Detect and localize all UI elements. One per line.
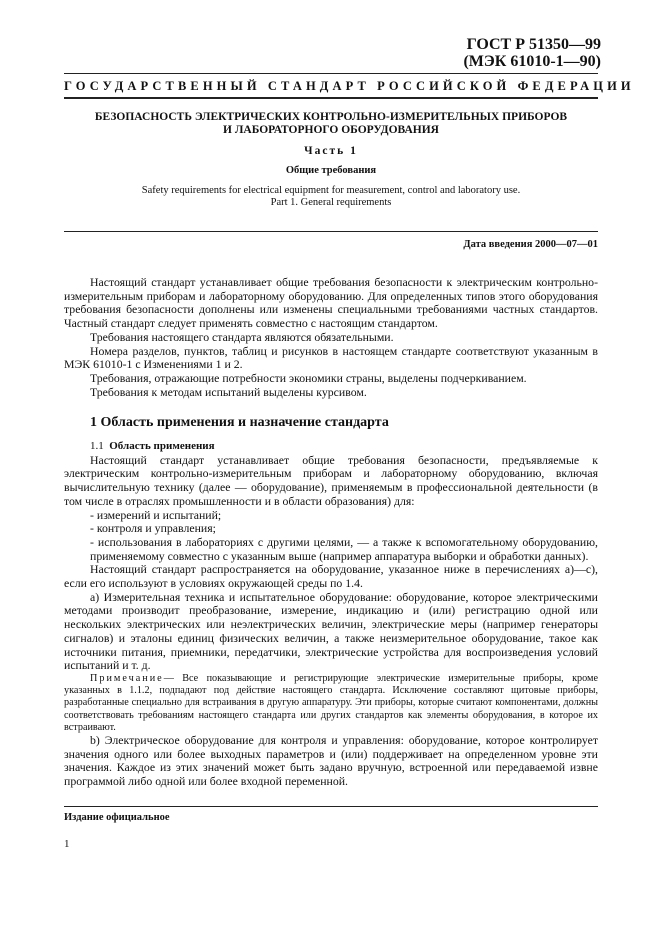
official-edition-label: Издание официальное <box>64 812 170 823</box>
title-line-1: БЕЗОПАСНОСТЬ ЭЛЕКТРИЧЕСКИХ КОНТРОЛЬНО-ИЗМЕРИТЕЛЬНЫХ ПРИБОРОВ <box>94 111 568 123</box>
note-text: — Все показывающие и регистрирующие электрические измерительные приборы, кроме указанных в 1.1.2, подпадают под действие настоящего стандарта. Исключение составляют щитовые приборы, разработанные специально для встраивания в другую аппаратуру. Эти приборы, которые считают компонентами, должны соответствовать требованиям настоящего стандарта или других стандартов как элементы оборудования, в которое их встраивают. <box>64 672 598 733</box>
iec-code: (МЭК 61010-1—90) <box>463 53 601 70</box>
footer-rule <box>64 806 598 807</box>
state-standard-title: ГОСУДАРСТВЕННЫЙ СТАНДАРТ РОССИЙСКОЙ ФЕДЕРАЦИИ <box>64 79 635 93</box>
section-1-heading: 1 Область применения и назначение стандарта <box>90 415 389 431</box>
part-label: Часть 1 <box>304 145 358 157</box>
section-paragraph-1: Настоящий стандарт устанавливает общие требования безопасности, предъявляемые к электрическим контрольно-измерительным приборам и лабораторному оборудованию, включая вычислительную технику (далее — оборудование), применяемым в профессиональной деятельности (в том числе в отраслях промышленности и в области образования) для: <box>64 452 598 508</box>
introduction-date: Дата введения 2000—07—01 <box>463 239 598 250</box>
header-rule-top <box>64 73 598 74</box>
subsection-number: 1.1 <box>90 440 104 453</box>
header-rule-bottom <box>64 97 598 99</box>
english-title-line-1: Safety requirements for electrical equipment for measurement, control and laboratory use. <box>141 185 521 196</box>
section-paragraph-b: b) Электрическое оборудование для контроля и управления: оборудование, которое контролирует значения одного или более выходных параметров и (или) поддерживает на определенном уровне эти значения. Каждое из этих значений может быть задано вручную, встроенной или передаваемой извне программой либо одной или более входной переменной. <box>64 733 598 789</box>
subsection-title: Область применения <box>109 440 215 453</box>
intro-paragraph-4: Требования, отражающие потребности экономики страны, выделены подчеркиванием. <box>90 370 527 385</box>
intro-paragraph-2: Требования настоящего стандарта являются обязательными. <box>90 329 394 344</box>
subsection-1-1-heading <box>64 440 598 454</box>
english-title-line-2: Part 1. General requirements <box>270 197 392 208</box>
section-paragraph-2: Настоящий стандарт распространяется на оборудование, указанное ниже в перечислениях а)—с), если его используют в условиях окружающей среды по 1.4. <box>64 562 598 591</box>
page-number: 1 <box>64 838 70 850</box>
english-title <box>64 185 598 209</box>
document-body <box>64 276 598 789</box>
intro-paragraph-3: Номера разделов, пунктов, таблиц и рисунков в настоящем стандарте соответствуют указанным в МЭК 61010-1 с Изменениями 1 и 2. <box>64 343 598 372</box>
standard-code-block <box>463 36 601 70</box>
standard-code: ГОСТ Р 51350—99 <box>466 36 601 53</box>
general-requirements-label: Общие требования <box>285 165 377 176</box>
intro-paragraph-1: Настоящий стандарт устанавливает общие требования безопасности к электрическим контрольно-измерительным приборам и лабораторному оборудованию. Для определенных типов этого оборудования требования безопасности дополнены или изменены специальными требованиями частных стандартов. Частный стандарт следует применять совместно с настоящим стандартом. <box>64 275 598 331</box>
list-item: - контроля и управления; <box>90 521 216 536</box>
intro-paragraph-5: Требования к методам испытаний выделены курсивом. <box>90 384 367 399</box>
section-paragraph-a: а) Измерительная техника и испытательное оборудование: оборудование, которое электрическими методами производит преобразование, измерение, индикацию и (или) регистрацию одной или нескольких электрических или неэлектрических величин, электрические меры (например генераторы сигналов) и эталоны единиц физических величин, а также неизмерительное оборудование, такое как источники питания, приемники, передатчики, электрические устройства для воспроизведения условий испытаний и т. д. <box>64 589 598 673</box>
title-rule <box>64 231 598 232</box>
title-line-2: И ЛАБОРАТОРНОГО ОБОРУДОВАНИЯ <box>223 124 439 136</box>
list-item: - измерений и испытаний; <box>90 507 222 522</box>
note-label: Примечание <box>90 672 164 684</box>
list-item: - использования в лабораториях с другими целями, — а также к вспомогательному оборудованию, применяемому совместно с указанным выше (например аппаратура выборки и обработки данных). <box>90 534 598 563</box>
note <box>64 673 598 734</box>
document-title <box>64 111 598 137</box>
